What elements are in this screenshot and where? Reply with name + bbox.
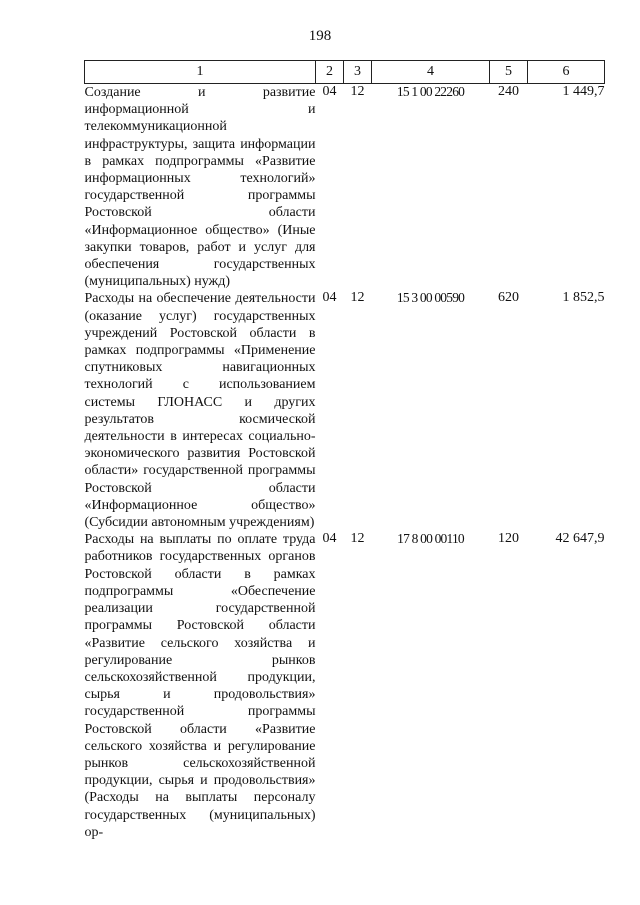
row-subsection-code: 12 bbox=[350, 290, 365, 306]
table-header-row bbox=[85, 61, 605, 84]
row-description: Расходы на выплаты по оплате труда работников государственных органов Ростовской области в рамках подпрограммы «Обеспечение реализации государственной программы Ростовской области «Развитие сельского хозяйства и регулирование рынков сельскохозяйственной продукции, сырья и продовольствия» государственной программы Ростовской области «Развитие сельского хозяйства и регулирование рынков сельскохозяйственной продукции, сырья и продовольствия» (Расходы на выплаты персоналу государственных (муниципальных) ор- bbox=[84, 532, 316, 840]
row-amount: 1 852,5 bbox=[562, 290, 605, 306]
row-subsection-code: 12 bbox=[350, 531, 365, 547]
page-number: 198 bbox=[308, 28, 332, 44]
row-target-article-code: 17 8 00 00110 bbox=[397, 531, 464, 547]
row-expense-type-code: 120 bbox=[498, 531, 519, 547]
column-header-1: 1 bbox=[85, 61, 316, 84]
table-row bbox=[85, 84, 605, 291]
column-header-6: 6 bbox=[528, 61, 605, 84]
row-section-code: 04 bbox=[322, 84, 337, 99]
row-description: Расходы на обеспечение деятельности (оказание услуг) государственных учреждений Ростовской области в рамках подпрограммы «Применение спутниковых навигационных технологий с использованием системы ГЛОНАСС и других результатов космической деятельности в интересах социально-экономического развития Ростовской области» государственной программы Ростовской области «Информационное общество» (Субсидии автономным учреждениям) bbox=[84, 291, 316, 531]
table-row bbox=[85, 290, 605, 531]
column-header-4: 4 bbox=[372, 61, 490, 84]
row-expense-type-code: 240 bbox=[498, 84, 519, 99]
row-target-article-code: 15 3 00 00590 bbox=[396, 290, 465, 306]
table-row bbox=[85, 531, 605, 841]
row-section-code: 04 bbox=[322, 531, 337, 547]
row-amount: 42 647,9 bbox=[555, 531, 605, 547]
row-expense-type-code: 620 bbox=[498, 290, 519, 306]
budget-table bbox=[84, 60, 605, 841]
row-subsection-code: 12 bbox=[350, 84, 365, 99]
row-description: Создание и развитие информационной и телекоммуникационной инфраструктуры, защита информации в рамках подпрограммы «Развитие информационных технологий» государственной программы Ростовской области «Информационное общество» (Иные закупки товаров, работ и услуг для обеспечения государственных (муниципальных) нужд) bbox=[84, 85, 316, 290]
row-section-code: 04 bbox=[322, 290, 337, 306]
column-header-5: 5 bbox=[490, 61, 528, 84]
column-header-3: 3 bbox=[344, 61, 372, 84]
row-target-article-code: 15 1 00 22260 bbox=[396, 84, 465, 99]
column-header-2: 2 bbox=[316, 61, 344, 84]
row-amount: 1 449,7 bbox=[562, 84, 605, 99]
